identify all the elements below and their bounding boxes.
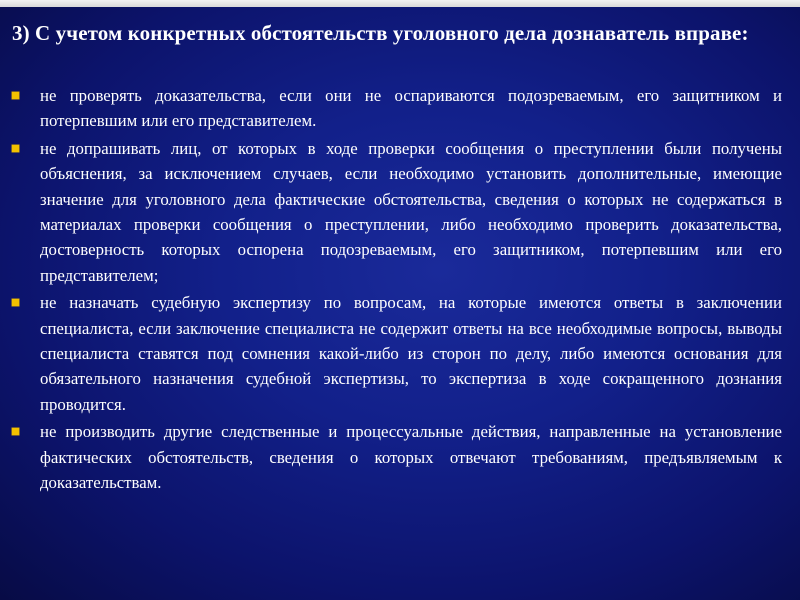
top-border-strip [0, 0, 800, 7]
bullet-list [12, 83, 782, 498]
square-bullet-icon [12, 92, 19, 99]
list-item-text: не допрашивать лиц, от которых в ходе проверки сообщения о преступлении были получены объяснения, за исключением случаев, если необходимо установить дополнительные, имеющие значение для уголовного дела фактические обстоятельства, сведения о которых не содержаться в материалах проверки сообщения о преступлении, либо необходимо проверить доказательства, достоверность которых оспорена подозреваемым, его защитником, потерпевшим или его представителем; [40, 138, 782, 285]
list-item-text: не назначать судебную экспертизу по вопросам, на которые имеются ответы в заключении специалиста, если заключение специалиста не содержит ответы на все необходимые вопросы, выводы специалиста ставятся под сомнения какой-либо из сторон по делу, либо имеются основания для обязательного назначения судебной экспертизы, то экспертиза в ходе сокращенного дознания проводится. [40, 293, 782, 414]
list-item-text: не проверять доказательства, если они не оспариваются подозреваемым, его защитником и потерпевшим или его представителем. [40, 86, 782, 131]
list-item-text: не производить другие следственные и процессуальные действия, направленные на установление фактических обстоятельств, сведения о которых отвечают требованиям, предъявляемым к доказательствам. [40, 422, 782, 493]
square-bullet-icon [12, 299, 19, 306]
slide-heading: 3) С учетом конкретных обстоятельств уголовного дела дознаватель вправе: [12, 21, 749, 45]
list-item [12, 419, 782, 495]
square-bullet-icon [12, 428, 19, 435]
list-item [12, 290, 782, 417]
square-bullet-icon [12, 145, 19, 152]
list-item [12, 83, 782, 134]
list-item [12, 136, 782, 288]
